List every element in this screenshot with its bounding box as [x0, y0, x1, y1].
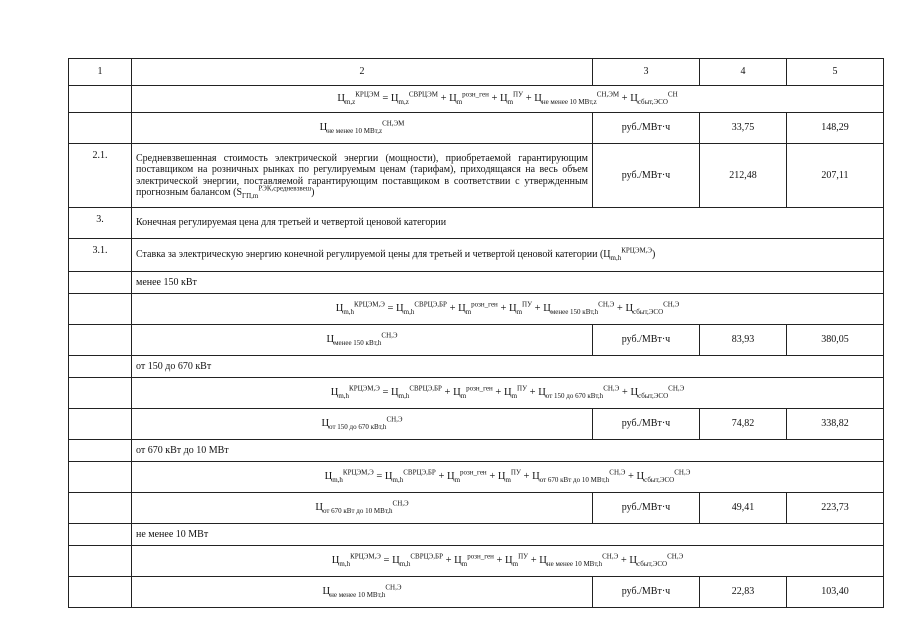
unit-cell: руб./МВт·ч: [593, 144, 700, 208]
row-number: 2.1.: [69, 144, 132, 208]
value-col4: 22,83: [700, 577, 787, 608]
row-number-cell: [69, 356, 132, 378]
table-row: [69, 409, 884, 440]
value-col4: 212,48: [700, 144, 787, 208]
table-row: [69, 325, 884, 356]
price-formula: $Ц_{m,h}^{КРЦЭМ,Э} = Ц_{m,h}^{СВРЦЭ,БР} + Ц_m^{розн\_ген} + Ц_m^{ПУ} + Ц_{от 670 кВт до 10 МВт,h}^{СН,Э} + Ц_{сбыт,ЭСО}^{СН,Э}$: [132, 462, 884, 493]
value-col4: 49,41: [700, 493, 787, 524]
unit-cell: руб./МВт·ч: [593, 325, 700, 356]
row-number-cell: [69, 493, 132, 524]
row-number: 3.: [69, 208, 132, 239]
row-number-cell: [69, 462, 132, 493]
table-row: [69, 493, 884, 524]
subsection-label: от 150 до 670 кВт: [132, 356, 884, 378]
row-number-cell: [69, 113, 132, 144]
table-row: [69, 144, 884, 208]
tariff-symbol: $Ц_{не менее 10 МВт,h}^{СН,Э}$: [132, 577, 593, 608]
tariff-table: [68, 58, 884, 608]
subsection-row: [69, 356, 884, 378]
price-formula: $Ц_{m,z}^{КРЦЭМ} = Ц_{m,z}^{СВРЦЭМ} + Ц_m^{розн\_ген} + Ц_m^{ПУ} + Ц_{не менее 10 МВт,z}^{СН,ЭМ} + Ц_{сбыт,ЭСО}^{СН}$: [132, 86, 884, 113]
value-col5: 103,40: [787, 577, 884, 608]
formula-row: [69, 462, 884, 493]
unit-cell: руб./МВт·ч: [593, 577, 700, 608]
item-description: Средневзвешенная стоимость электрической энергии (мощности), приобретаемой гарантирующим поставщиком на розничных рынках по регулируемым ценам (тарифам), приходящаяся на весь объем электрической энергии, поставляемой гарантирующим поставщиком в соответствии с утвержденным прогнозным балансом $(S_{ГП,m}^{РЭК,средневзвеш})$: [132, 144, 593, 208]
tariff-symbol: $Ц_{менее 150 кВт,h}^{СН,Э}$: [132, 325, 593, 356]
unit-cell: руб./МВт·ч: [593, 493, 700, 524]
row-number-cell: [69, 378, 132, 409]
subsection-row: [69, 524, 884, 546]
value-col5: 148,29: [787, 113, 884, 144]
row-number-cell: [69, 272, 132, 294]
column-number-3: 3: [593, 59, 700, 86]
subsection-label: не менее 10 МВт: [132, 524, 884, 546]
formula-row: [69, 378, 884, 409]
column-number-4: 4: [700, 59, 787, 86]
value-col5: 380,05: [787, 325, 884, 356]
section-title: Ставка за электрическую энергию конечной регулируемой цены для третьей и четвертой ценовой категории $(Ц_{m,h}^{КРЦЭМ,Э})$: [132, 239, 884, 272]
unit-cell: руб./МВт·ч: [593, 409, 700, 440]
subsection-row: [69, 440, 884, 462]
price-formula: $Ц_{m,h}^{КРЦЭМ,Э} = Ц_{m,h}^{СВРЦЭ,БР} + Ц_m^{розн\_ген} + Ц_m^{ПУ} + Ц_{от 150 до 670 кВт,h}^{СН,Э} + Ц_{сбыт,ЭСО}^{СН,Э}$: [132, 378, 884, 409]
value-col4: 83,93: [700, 325, 787, 356]
price-formula: $Ц_{m,h}^{КРЦЭМ,Э} = Ц_{m,h}^{СВРЦЭ,БР} + Ц_m^{розн\_ген} + Ц_m^{ПУ} + Ц_{менее 150 кВт,h}^{СН,Э} + Ц_{сбыт,ЭСО}^{СН,Э}$: [132, 294, 884, 325]
tariff-symbol: $Ц_{от 670 кВт до 10 МВт,h}^{СН,Э}$: [132, 493, 593, 524]
row-number-cell: [69, 86, 132, 113]
value-col5: 338,82: [787, 409, 884, 440]
row-number-cell: [69, 325, 132, 356]
section-row: [69, 239, 884, 272]
value-col5: 223,73: [787, 493, 884, 524]
column-number-1: 1: [69, 59, 132, 86]
formula-row: [69, 86, 884, 113]
tariff-symbol: $Ц_{от 150 до 670 кВт,h}^{СН,Э}$: [132, 409, 593, 440]
row-number-cell: [69, 524, 132, 546]
section-title: Конечная регулируемая цена для третьей и четвертой ценовой категории: [132, 208, 884, 239]
section-row: [69, 208, 884, 239]
row-number: 3.1.: [69, 239, 132, 272]
value-col5: 207,11: [787, 144, 884, 208]
table-header-row: [69, 59, 884, 86]
table-row: [69, 577, 884, 608]
subsection-row: [69, 272, 884, 294]
row-number-cell: [69, 409, 132, 440]
column-number-2: 2: [132, 59, 593, 86]
price-formula: $Ц_{m,h}^{КРЦЭМ,Э} = Ц_{m,h}^{СВРЦЭ,БР} + Ц_m^{розн\_ген} + Ц_m^{ПУ} + Ц_{не менее 10 МВт,h}^{СН,Э} + Ц_{сбыт,ЭСО}^{СН,Э}$: [132, 546, 884, 577]
tariff-symbol: $Ц_{не менее 10 МВт,z}^{СН,ЭМ}$: [132, 113, 593, 144]
subsection-label: от 670 кВт до 10 МВт: [132, 440, 884, 462]
row-number-cell: [69, 294, 132, 325]
formula-row: [69, 294, 884, 325]
row-number-cell: [69, 546, 132, 577]
tariff-table-body: [69, 59, 884, 608]
value-col4: 74,82: [700, 409, 787, 440]
value-col4: 33,75: [700, 113, 787, 144]
subsection-label: менее 150 кВт: [132, 272, 884, 294]
column-number-5: 5: [787, 59, 884, 86]
row-number-cell: [69, 577, 132, 608]
table-row: [69, 113, 884, 144]
row-number-cell: [69, 440, 132, 462]
formula-row: [69, 546, 884, 577]
unit-cell: руб./МВт·ч: [593, 113, 700, 144]
